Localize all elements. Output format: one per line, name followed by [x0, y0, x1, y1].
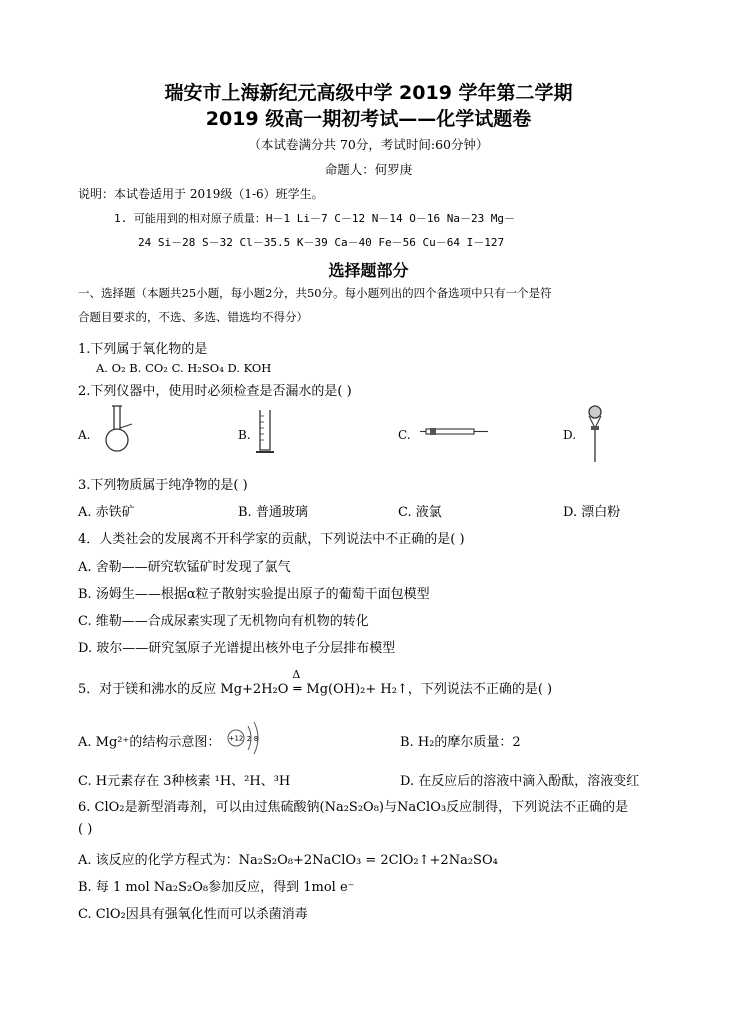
burette-icon	[420, 424, 490, 444]
shell2-electrons: 8	[253, 735, 259, 743]
q3-option-c: C. 液氯	[398, 505, 442, 520]
q6-stem-line2: ( )	[78, 822, 93, 837]
q4-stem: 4．人类社会的发展离不开科学家的贡献，下列说法中不正确的是( )	[78, 532, 465, 547]
heat-equals-sign: Δ ═	[292, 668, 302, 697]
exam-author: 命题人：何罗庚	[324, 162, 413, 177]
q3-option-a: A. 赤铁矿	[78, 505, 135, 520]
exam-title-line1: 瑞安市上海新纪元高级中学 2019 学年第二学期	[164, 82, 573, 104]
q1-options: A. O₂ B. CO₂ C. H₂SO₄ D. KOH	[96, 361, 272, 375]
q5-stem-post: Mg(OH)₂+ H₂↑，下列说法不正确的是( )	[306, 682, 553, 697]
instructions-line2: 合题目要求的，不选、多选、错选均不得分）	[78, 310, 308, 324]
nucleus-charge: +12	[228, 734, 244, 743]
q5-option-b: B. H₂的摩尔质量：2	[400, 735, 521, 750]
instructions-line1: 一、选择题（本题共25小题，每小题2分，共50分。每小题列出的四个备选项中只有一个是符	[78, 286, 552, 300]
q5-option-a: A. Mg²⁺的结构示意图：	[78, 735, 221, 750]
q3-stem: 3.下列物质属于纯净物的是( )	[78, 478, 248, 493]
heat-symbol: Δ	[292, 668, 301, 681]
q4-option-c: C. 维勒——合成尿素实现了无机物向有机物的转化	[78, 614, 369, 629]
separatory-funnel-icon	[583, 402, 607, 470]
q5-stem	[78, 668, 553, 697]
q3-option-d: D. 漂白粉	[563, 505, 621, 520]
exam-subtitle: （本试卷满分共 70分，考试时间:60分钟）	[248, 137, 489, 152]
q4-option-a: A. 舍勒——研究软锰矿时发现了氯气	[78, 560, 291, 575]
graduated-cylinder-icon	[254, 408, 278, 462]
usage-note: 说明：本试卷适用于 2019级（1-6）班学生。	[78, 187, 324, 201]
atomic-masses-line1: 1. 可能用到的相对原子质量：H－1 Li－7 C－12 N－14 O－16 Na－23 Mg－	[114, 212, 516, 225]
q1-stem: 1.下列属于氧化物的是	[78, 342, 208, 357]
q6-stem-line1: 6. ClO₂是新型消毒剂，可以由过焦硫酸钠(Na₂S₂O₈)与NaClO₃反应制得，下列说法不正确的是	[78, 800, 629, 815]
shell1-electrons: 2	[246, 735, 252, 743]
volumetric-flask-icon	[98, 404, 148, 458]
q5-option-c: C. H元素存在 3种核素 ¹H、²H、³H	[78, 774, 291, 789]
mg-ion-structure-diagram	[226, 718, 266, 762]
q6-option-c: C. ClO₂因具有强氧化性而可以杀菌消毒	[78, 907, 308, 922]
q3-option-b: B. 普通玻璃	[238, 505, 308, 520]
q2-stem: 2.下列仪器中，使用时必须检查是否漏水的是( )	[78, 384, 352, 399]
q4-option-b: B. 汤姆生——根据α粒子散射实验提出原子的葡萄干面包模型	[78, 587, 430, 602]
q2-option-a-label: A.	[78, 428, 91, 442]
section-title: 选择题部分	[328, 261, 409, 280]
q6-option-b: B. 每 1 mol Na₂S₂O₈参加反应，得到 1mol e⁻	[78, 880, 355, 895]
q6-option-a: A. 该反应的化学方程式为：Na₂S₂O₈+2NaClO₃ = 2ClO₂↑+2Na₂SO₄	[78, 853, 498, 868]
q4-option-d: D. 玻尔——研究氢原子光谱提出核外电子分层排布模型	[78, 641, 396, 656]
q2-option-d-label: D.	[563, 428, 577, 442]
q2-option-b-label: B.	[238, 428, 251, 442]
exam-title-line2: 2019 级高一期初考试——化学试题卷	[205, 108, 532, 130]
q5-stem-pre: 5．对于镁和沸水的反应 Mg+2H₂O	[78, 682, 289, 697]
q5-option-d: D. 在反应后的溶液中滴入酚酞，溶液变红	[400, 774, 640, 789]
atomic-masses-line2: 24 Si－28 S－32 Cl－35.5 K－39 Ca－40 Fe－56 Cu－64 I－127	[138, 236, 505, 249]
q2-option-c-label: C.	[398, 428, 411, 442]
